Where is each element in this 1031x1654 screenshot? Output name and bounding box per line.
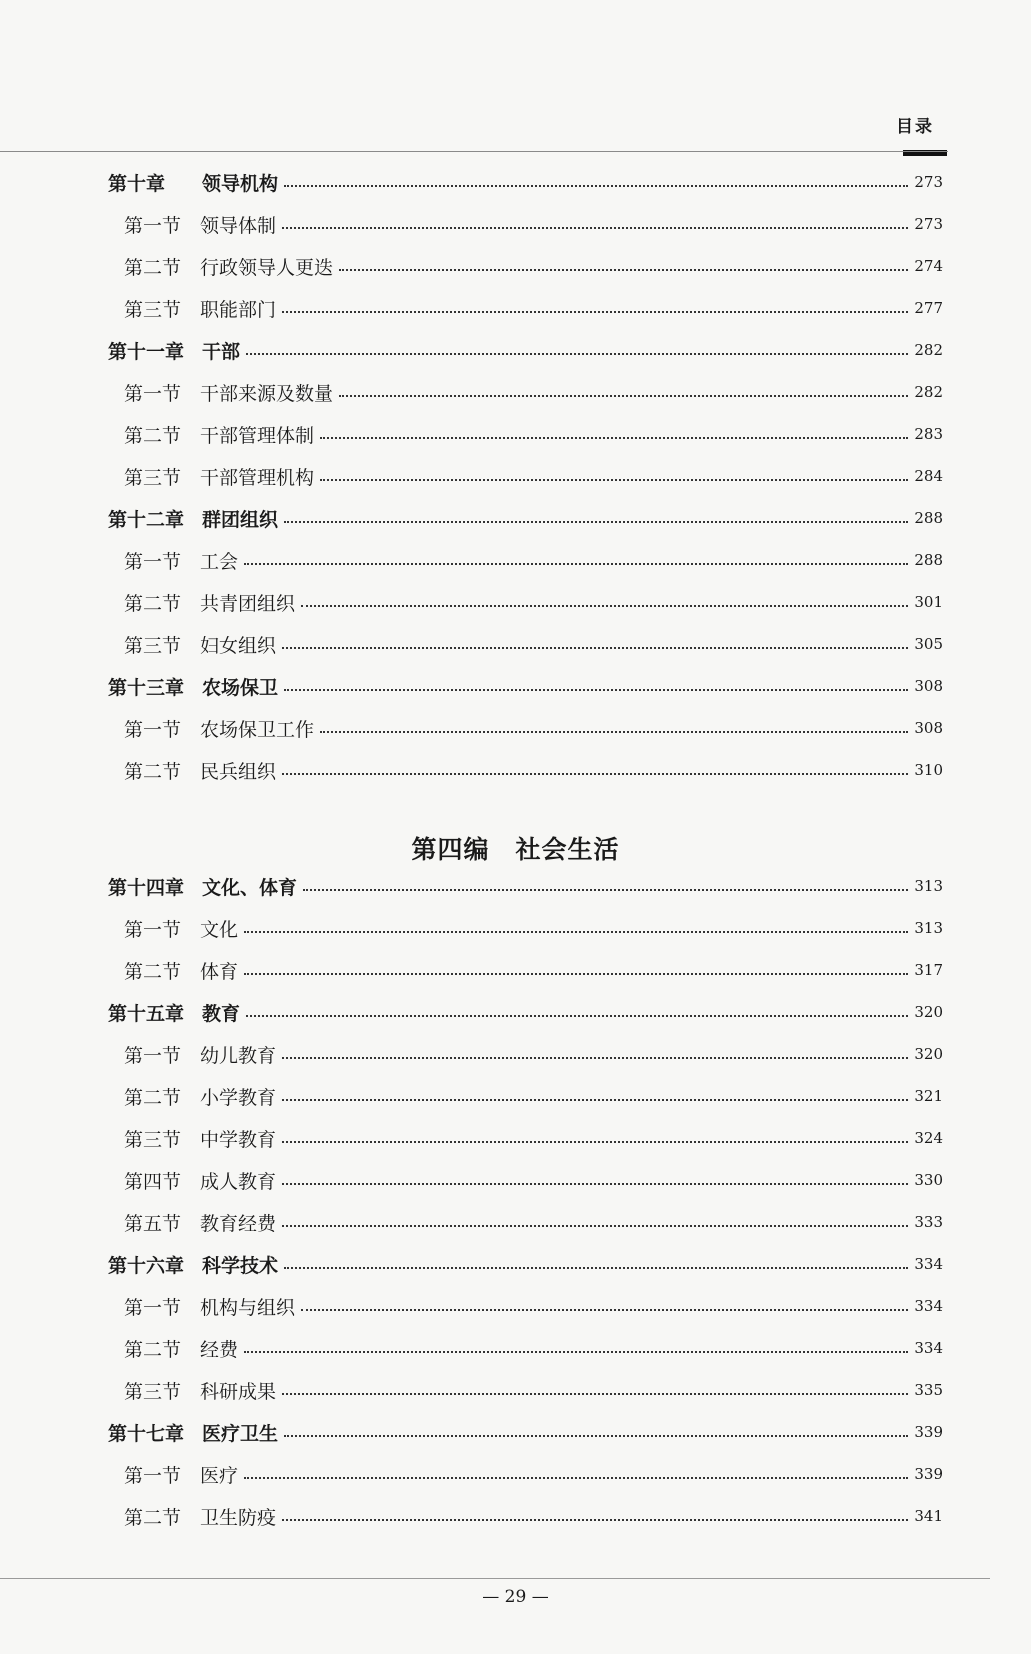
entry-page-number: 320 [914, 1045, 943, 1063]
entry-title: 干部 [202, 340, 241, 363]
dot-leader [320, 435, 908, 439]
toc-chapter-entry[interactable] [108, 335, 943, 365]
dot-leader [282, 225, 908, 229]
entry-number: 第二节 [124, 1506, 182, 1529]
entry-page-number: 339 [914, 1465, 943, 1483]
entry-title: 成人教育 [200, 1170, 277, 1193]
toc-chapter-entry[interactable] [108, 1249, 943, 1279]
entry-title: 医疗卫生 [202, 1422, 279, 1445]
entry-number: 第十二章 [108, 508, 185, 531]
toc-section-entry[interactable] [124, 545, 943, 575]
entry-page-number: 288 [914, 551, 943, 569]
entry-number: 第三节 [124, 1380, 182, 1403]
entry-number: 第二节 [124, 760, 182, 783]
entry-page-number: 324 [914, 1129, 943, 1147]
entry-number: 第四节 [124, 1170, 182, 1193]
toc-section-entry[interactable] [124, 293, 943, 323]
dot-leader [284, 1433, 908, 1437]
entry-title: 农场保卫 [202, 676, 279, 699]
dot-leader [339, 267, 908, 271]
entry-number: 第一节 [124, 382, 182, 405]
entry-title: 体育 [200, 960, 239, 983]
entry-number: 第一节 [124, 550, 182, 573]
entry-title: 教育经费 [200, 1212, 277, 1235]
toc-section-entry[interactable] [124, 377, 943, 407]
entry-number: 第一节 [124, 214, 182, 237]
dot-leader [301, 603, 908, 607]
entry-page-number: 333 [914, 1213, 943, 1231]
toc-chapter-entry[interactable] [108, 997, 943, 1027]
entry-page-number: 282 [914, 341, 943, 359]
entry-number: 第一节 [124, 1464, 182, 1487]
entry-number: 第二节 [124, 256, 182, 279]
entry-number: 第一节 [124, 1044, 182, 1067]
entry-number: 第二节 [124, 424, 182, 447]
entry-title: 小学教育 [200, 1086, 277, 1109]
entry-title: 机构与组织 [200, 1296, 296, 1319]
toc-section-entry[interactable] [124, 587, 943, 617]
entry-title: 医疗 [200, 1464, 239, 1487]
toc-section-entry[interactable] [124, 755, 943, 785]
entry-title: 经费 [200, 1338, 239, 1361]
dot-leader [282, 1139, 908, 1143]
entry-page-number: 283 [914, 425, 943, 443]
dot-leader [282, 1097, 908, 1101]
toc-section-entry[interactable] [124, 1165, 943, 1195]
entry-title: 工会 [200, 550, 239, 573]
dot-leader [282, 771, 908, 775]
entry-title: 幼儿教育 [200, 1044, 277, 1067]
entry-page-number: 274 [914, 257, 943, 275]
toc-section-entry[interactable] [124, 251, 943, 281]
entry-number: 第十六章 [108, 1254, 185, 1277]
entry-number: 第三节 [124, 298, 182, 321]
entry-title: 干部管理体制 [200, 424, 315, 447]
toc-section-entry[interactable] [124, 461, 943, 491]
toc-section-entry[interactable] [124, 1459, 943, 1489]
dot-leader [320, 477, 908, 481]
entry-number: 第十章 [108, 172, 166, 195]
entry-page-number: 282 [914, 383, 943, 401]
dot-leader [284, 183, 908, 187]
dot-leader [282, 309, 908, 313]
entry-number: 第一节 [124, 918, 182, 941]
dot-leader [282, 1517, 908, 1521]
entry-title: 干部来源及数量 [200, 382, 334, 405]
dot-leader [282, 1181, 908, 1185]
entry-page-number: 310 [914, 761, 943, 779]
entry-page-number: 273 [914, 173, 943, 191]
entry-page-number: 308 [914, 677, 943, 695]
toc-chapter-entry[interactable] [108, 671, 943, 701]
entry-number: 第二节 [124, 1086, 182, 1109]
toc-section-entry[interactable] [124, 629, 943, 659]
toc-section-entry[interactable] [124, 1039, 943, 1069]
entry-title: 妇女组织 [200, 634, 277, 657]
entry-number: 第一节 [124, 1296, 182, 1319]
entry-page-number: 334 [914, 1339, 943, 1357]
entry-title: 科学技术 [202, 1254, 279, 1277]
entry-page-number: 334 [914, 1255, 943, 1273]
entry-page-number: 317 [914, 961, 943, 979]
toc-section-entry[interactable] [124, 1333, 943, 1363]
dot-leader [244, 1475, 908, 1479]
entry-title: 文化 [200, 918, 239, 941]
dot-leader [284, 519, 908, 523]
entry-page-number: 277 [914, 299, 943, 317]
entry-page-number: 335 [914, 1381, 943, 1399]
entry-title: 卫生防疫 [200, 1506, 277, 1529]
entry-page-number: 305 [914, 635, 943, 653]
entry-title: 教育 [202, 1002, 241, 1025]
running-header-title: 目录 [896, 117, 934, 137]
dot-leader [244, 561, 908, 565]
entry-number: 第十五章 [108, 1002, 185, 1025]
footer-rule [0, 1578, 990, 1579]
toc-section-entry[interactable] [124, 1123, 943, 1153]
toc-chapter-entry[interactable] [108, 1417, 943, 1447]
entry-title: 科研成果 [200, 1380, 277, 1403]
entry-title: 群团组织 [202, 508, 279, 531]
toc-section-entry[interactable] [124, 1291, 943, 1321]
entry-title: 职能部门 [200, 298, 277, 321]
entry-number: 第三节 [124, 466, 182, 489]
dot-leader [244, 1349, 908, 1353]
entry-title: 文化、体育 [202, 876, 298, 899]
entry-page-number: 321 [914, 1087, 943, 1105]
dot-leader [301, 1307, 908, 1311]
dot-leader [282, 1391, 908, 1395]
entry-page-number: 301 [914, 593, 943, 611]
entry-number: 第三节 [124, 634, 182, 657]
entry-title: 农场保卫工作 [200, 718, 315, 741]
toc-chapter-entry[interactable] [108, 503, 943, 533]
entry-number: 第十一章 [108, 340, 185, 363]
dot-leader [339, 393, 908, 397]
dot-leader [244, 971, 908, 975]
dot-leader [246, 1013, 908, 1017]
entry-number: 第二节 [124, 592, 182, 615]
entry-title: 行政领导人更迭 [200, 256, 334, 279]
entry-title: 领导体制 [200, 214, 277, 237]
entry-title: 共青团组织 [200, 592, 296, 615]
entry-page-number: 284 [914, 467, 943, 485]
entry-page-number: 308 [914, 719, 943, 737]
part-heading: 第四编 社会生活 [411, 835, 620, 864]
page-number: — 29 — [482, 1587, 549, 1607]
entry-page-number: 320 [914, 1003, 943, 1021]
dot-leader [284, 687, 908, 691]
toc-section-entry[interactable] [124, 913, 943, 943]
entry-page-number: 330 [914, 1171, 943, 1189]
entry-page-number: 313 [914, 919, 943, 937]
dot-leader [282, 1055, 908, 1059]
entry-page-number: 334 [914, 1297, 943, 1315]
toc-section-entry[interactable] [124, 1207, 943, 1237]
entry-title: 干部管理机构 [200, 466, 315, 489]
entry-number: 第三节 [124, 1128, 182, 1151]
entry-page-number: 339 [914, 1423, 943, 1441]
toc-chapter-entry[interactable] [108, 167, 943, 197]
entry-page-number: 273 [914, 215, 943, 233]
toc-section-entry[interactable] [124, 1375, 943, 1405]
toc-section-entry[interactable] [124, 419, 943, 449]
entry-number: 第二节 [124, 1338, 182, 1361]
entry-number: 第一节 [124, 718, 182, 741]
toc-section-entry[interactable] [124, 955, 943, 985]
entry-number: 第十三章 [108, 676, 185, 699]
entry-page-number: 341 [914, 1507, 943, 1525]
entry-title: 中学教育 [200, 1128, 277, 1151]
entry-number: 第十七章 [108, 1422, 185, 1445]
toc-chapter-entry[interactable] [108, 871, 943, 901]
entry-number: 第五节 [124, 1212, 182, 1235]
dot-leader [282, 645, 908, 649]
entry-page-number: 288 [914, 509, 943, 527]
dot-leader [303, 887, 908, 891]
dot-leader [246, 351, 908, 355]
toc-section-entry[interactable] [124, 209, 943, 239]
header-rule [0, 151, 948, 152]
entry-number: 第十四章 [108, 876, 185, 899]
dot-leader [320, 729, 908, 733]
dot-leader [244, 929, 908, 933]
entry-title: 民兵组织 [200, 760, 277, 783]
dot-leader [282, 1223, 908, 1227]
toc-section-entry[interactable] [124, 713, 943, 743]
dot-leader [284, 1265, 908, 1269]
entry-page-number: 313 [914, 877, 943, 895]
entry-title: 领导机构 [202, 172, 279, 195]
toc-section-entry[interactable] [124, 1501, 943, 1531]
entry-number: 第二节 [124, 960, 182, 983]
toc-section-entry[interactable] [124, 1081, 943, 1111]
